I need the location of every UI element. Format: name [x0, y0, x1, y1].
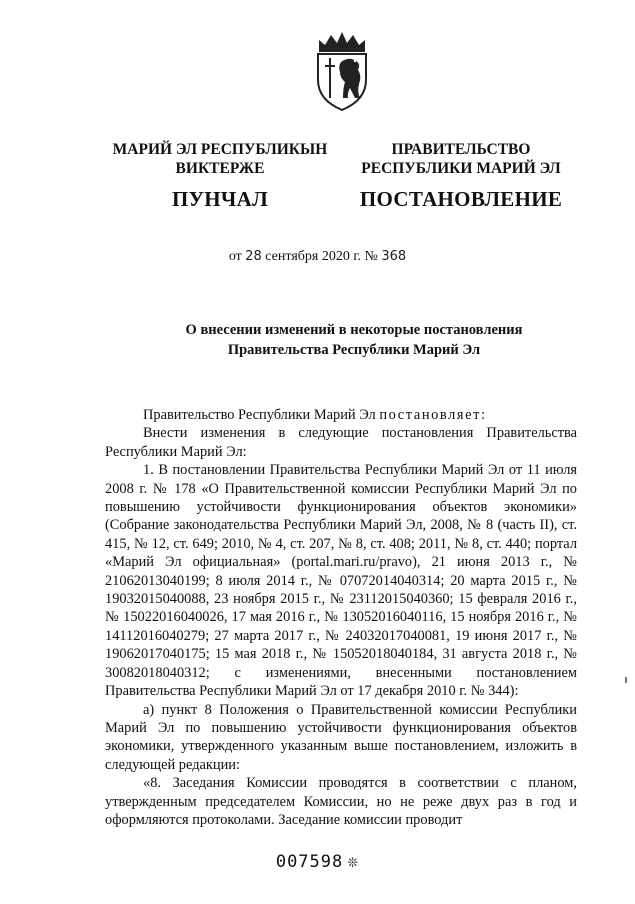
header-right-line1: ПРАВИТЕЛЬСТВО: [391, 141, 531, 158]
header-left-doc-type: ПУНЧАЛ: [171, 187, 269, 211]
date-month-year: сентября 2020 г. №: [265, 249, 378, 264]
serial-star-icon: ❊: [347, 856, 360, 871]
date-prefix: от: [228, 249, 242, 264]
body-paragraph-4: «8. Заседания Комиссии проводятся в соответствии с планом, утвержденным председателем Комиссии, но не реже двух раз в год и оформляются протоколами. Заседание комиссии проводит: [105, 775, 577, 828]
body-paragraph-3: а) пункт 8 Положения о Правительственной комиссии Республики Марий Эл по повышению устойчивости функционирования объектов экономики, утвержденного указанным выше постановлением, изложить в следующей редакции:: [105, 701, 577, 773]
header-left-block: [98, 140, 342, 212]
body-preamble: [105, 406, 577, 424]
preamble-decrees-word: постановляет:: [379, 407, 487, 423]
decree-body: [105, 406, 577, 829]
serial-number: [0, 852, 635, 872]
title-line1: О внесении изменений в некоторые постановления: [185, 322, 523, 338]
header-left-line2: ВИКТЕРЖЕ: [175, 160, 265, 177]
preamble-text: Правительство Республики Марий Эл: [143, 407, 380, 423]
scan-edge-mark: [625, 677, 627, 683]
serial-value: 007598: [275, 852, 344, 872]
header-right-doc-type: ПОСТАНОВЛЕНИЕ: [359, 187, 563, 211]
decree-title: [0, 320, 635, 360]
coat-of-arms-emblem: [311, 28, 373, 112]
body-paragraph-1: Внести изменения в следующие постановления Правительства Республики Марий Эл:: [105, 425, 577, 460]
body-paragraph-2: 1. В постановлении Правительства Республики Марий Эл от 11 июля 2008 г. № 178 «О Правительственной комиссии Республики Марий Эл по повышению устойчивости функционирования объектов экономики» (Собрание законодательства Республики Марий Эл, 2008, № 8 (часть II), ст. 415, № 12, ст. 649; 2010, № 4, ст. 207, № 8, ст. 408; 2011, № 8, ст. 440; портал «Марий Эл официальная» (portal.mari.ru/pravo), 21 июня 2013 г., № 21062013040199; 8 июля 2014 г., № 07072014040314; 20 марта 2015 г., № 19032015040088, 23 ноября 2015 г., № 23112015040360; 15 февраля 2016 г., № 15022016040026, 17 мая 2016 г., № 13052016040116, 15 ноября 2016 г., № 14112016040279; 27 марта 2017 г., № 24032017040081, 19 июня 2017 г., № 19062017040175; 15 мая 2018 г., № 15052018040184, 31 августа 2018 г., № 30082018040312; с изменениями, внесенными постановлением Правительства Республики Марий Эл от 17 декабря 2010 г. № 344):: [105, 462, 577, 700]
decree-number: 368: [381, 249, 407, 264]
title-line2: Правительства Республики Марий Эл: [227, 342, 481, 358]
header-right-line2: РЕСПУБЛИКИ МАРИЙ ЭЛ: [361, 160, 561, 177]
header-left-line1: МАРИЙ ЭЛ РЕСПУБЛИКЫН: [112, 141, 328, 158]
header-right-block: [352, 140, 570, 212]
date-line: [0, 249, 635, 265]
date-day: 28: [245, 249, 262, 264]
